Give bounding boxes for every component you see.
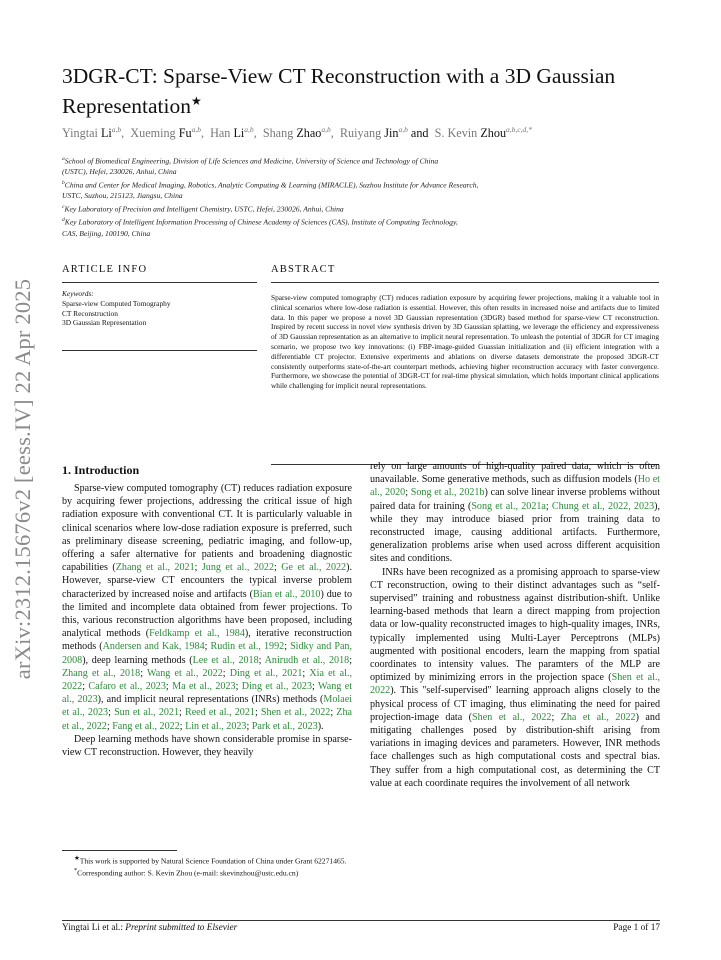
- affiliation-line: $^b$China and Center for Medical Imaging, Robotics, Analytic Computing & Learning (MIRACLE), Suzhou Institute for Advance Research, USTC, Suzhou, 215123, Jiangsu, China: [62, 180, 479, 201]
- paper-title: 3DGR-CT: Sparse-View CT Reconstruction with a 3D Gaussian Representation★: [62, 64, 616, 119]
- left-column: [62, 482, 352, 759]
- arxiv-stamp: arXiv:2312.15676v2 [eess.IV] 22 Apr 2025: [10, 278, 35, 680]
- keyword-item: Sparse-view Computed Tomography: [62, 298, 171, 308]
- footnote: ★This work is supported by Natural Science Foundation of China under Grant 62271465.: [74, 855, 347, 866]
- footnote-rule: [62, 850, 177, 851]
- paragraph: rely on large amounts of high-quality paired data, which is often unavailable. Some generative methods, such as diffusion models (Ho et al., 2020; Song et al., 2021b) can solve linear inverse problems without paired data for training (Song et al., 2021a; Chung et al., 2022, 2023), while they may introduce biased prior from training data to reconstructed image, causing additional artifacts. Furthermore, generalization problems arise when used across different acquisition sites and conditions.: [370, 461, 661, 565]
- keyword-item: 3D Gaussian Representation: [62, 318, 147, 328]
- footnote: *Corresponding author: S. Kevin Zhou (e-mail: skevinzhou@ustc.edu.cn): [74, 867, 299, 878]
- abstract-text: Sparse-view computed tomography (CT) reduces radiation exposure by acquiring fewer projections, making it a valuable tool in clinical scenarios where low-dose radiation is essential. However, this often results in increased noise and artifacts due to limited data. In this paper we propose a novel 3D Gaussian representation (3DGR) based method for sparse-view CT reconstruction. Inspired by recent success in novel view synthesis driven by 3D Gaussian splatting, we leverage the efficiency and expressiveness of 3D Gaussian representation as an alternative to implicit neural representation. To unleash the potential of 3DGR for CT imaging scenario, we propose two key innovations: (i) FBP-image-guided Guassian initialization and (ii) efficient integration with a differentiable CT projector. Extensive experiments and ablations on diverse datasets demonstrate the proposed 3DGR-CT consistently outperforms state-of-the-art counterpart methods, achieving higher reconstruction accuracy with faster convergence. Furthermore, we showcase the potential of 3DGR-CT for real-time physical simulation, which holds important clinical applications while challenging for implicit neural representations.: [271, 293, 659, 391]
- paragraph: Sparse-view computed tomography (CT) reduces radiation exposure by acquiring fewer projections, addressing the critical issue of high radiation exposure with conventional CT. It is particularly valuable in clinical scenarios where low-dose radiation exposure is preferred, such as preliminary disease screening, pediatric imaging, and follow-up, offering a safer alternative for patients and broadening diagnostic capabilities (Zhang et al., 2021; Jung et al., 2022; Ge et al., 2022). However, sparse-view CT encounters the typical inverse problem characterized by increased noise and artifacts (Bian et al., 2010) due to the limited and incomplete data obtained from fewer projections. To this, various reconstruction algorithms have been proposed, including analytical methods (Feldkamp et al., 1984), iterative reconstruction methods (Andersen and Kak, 1984; Rudin et al., 1992; Sidky and Pan, 2008), deep learning methods (Lee et al., 2018; Anirudh et al., 2018; Zhang et al., 2018; Wang et al., 2022; Ding et al., 2021; Xia et al., 2022; Cafaro et al., 2023; Ma et al., 2023; Ding et al., 2023; Wang et al., 2023), and implicit neural representations (INRs) methods (Molaei et al., 2023; Sun et al., 2021; Reed et al., 2021; Shen et al., 2022; Zha et al., 2022; Fang et al., 2022; Lin et al., 2023; Park et al., 2023).: [62, 483, 353, 732]
- divider: [62, 282, 257, 283]
- article-info-heading: ARTICLE INFO: [62, 264, 148, 275]
- affiliations: [62, 154, 662, 239]
- keyword-item: CT Reconstruction: [62, 308, 118, 318]
- divider: [271, 282, 659, 283]
- page-number: Page 1 of 17: [613, 923, 660, 933]
- keywords-label: Keywords:: [62, 289, 94, 298]
- divider: [62, 350, 257, 351]
- affiliation-line: $^a$School of Biomedical Engineering, Division of Life Sciences and Medicine, University of Science and Technology of China (USTC), Hefei, 230026, Anhui, China: [62, 156, 439, 177]
- footnotes: [62, 854, 352, 878]
- affiliation-line: $^d$Key Laboratory of Intelligent Information Processing of Chinese Academy of Sciences (CAS), Institute of Computing Technology, CAS, Beijing, 100190, China: [62, 217, 458, 238]
- right-column: [370, 460, 660, 790]
- paragraph: INRs have been recognized as a promising approach to sparse-view CT reconstruction, owing to their distinct advantages such as “self-supervised” training and robustness against distribution-shift. Unlike learning-based methods that learn a direct mapping from projection data or low-quality reconstructed images to high-quality images, INRs, typically implemented using Multi-Layer Perceptrons (MLPs) augmented with positional encoders, learn the mapping from spatial coordinates to intensity values. The paramters of the MLP are optimized by minimizing errors in the projection space (Shen et al., 2022). This "self-supervised" learning approach aligns closely to the physical process of CT imaging, thus eliminating the need for paired projection-image data (Shen et al., 2022; Zha et al., 2022) and mitigating challenges posed by distribution-shift arising from variations in imaging devices and parameters. However, INR methods face challenges such as high computational costs and spectral bias. They suffer from a high computational cost, as determining the CT value at each coordinate requires the involvement of all network: [370, 566, 661, 789]
- keywords-block: [62, 289, 257, 328]
- author-list: Yingtai Li$^{a,b}$, Xueming Fu$^{a,b}$, Han Li$^{a,b}$, Shang Zhao$^{a,b}$, Ruiyang Jin$^{a,b}$ and S. Kevin Zhou$^{a,b,c,d,*}$: [62, 125, 532, 141]
- affiliation-line: $^c$Key Laboratory of Precision and Intelligent Chemistry, USTC, Hefei, 230026, Anhui, China: [62, 204, 344, 214]
- footer-citation: Yingtai Li et al.: Preprint submitted to Elsevier: [62, 923, 238, 933]
- paragraph: Deep learning methods have shown considerable promise in sparse-view CT reconstruction. However, they heavily: [62, 733, 352, 759]
- abstract-heading: ABSTRACT: [271, 264, 336, 275]
- section-heading: 1. Introduction: [62, 463, 140, 477]
- footer-rule: [62, 920, 660, 921]
